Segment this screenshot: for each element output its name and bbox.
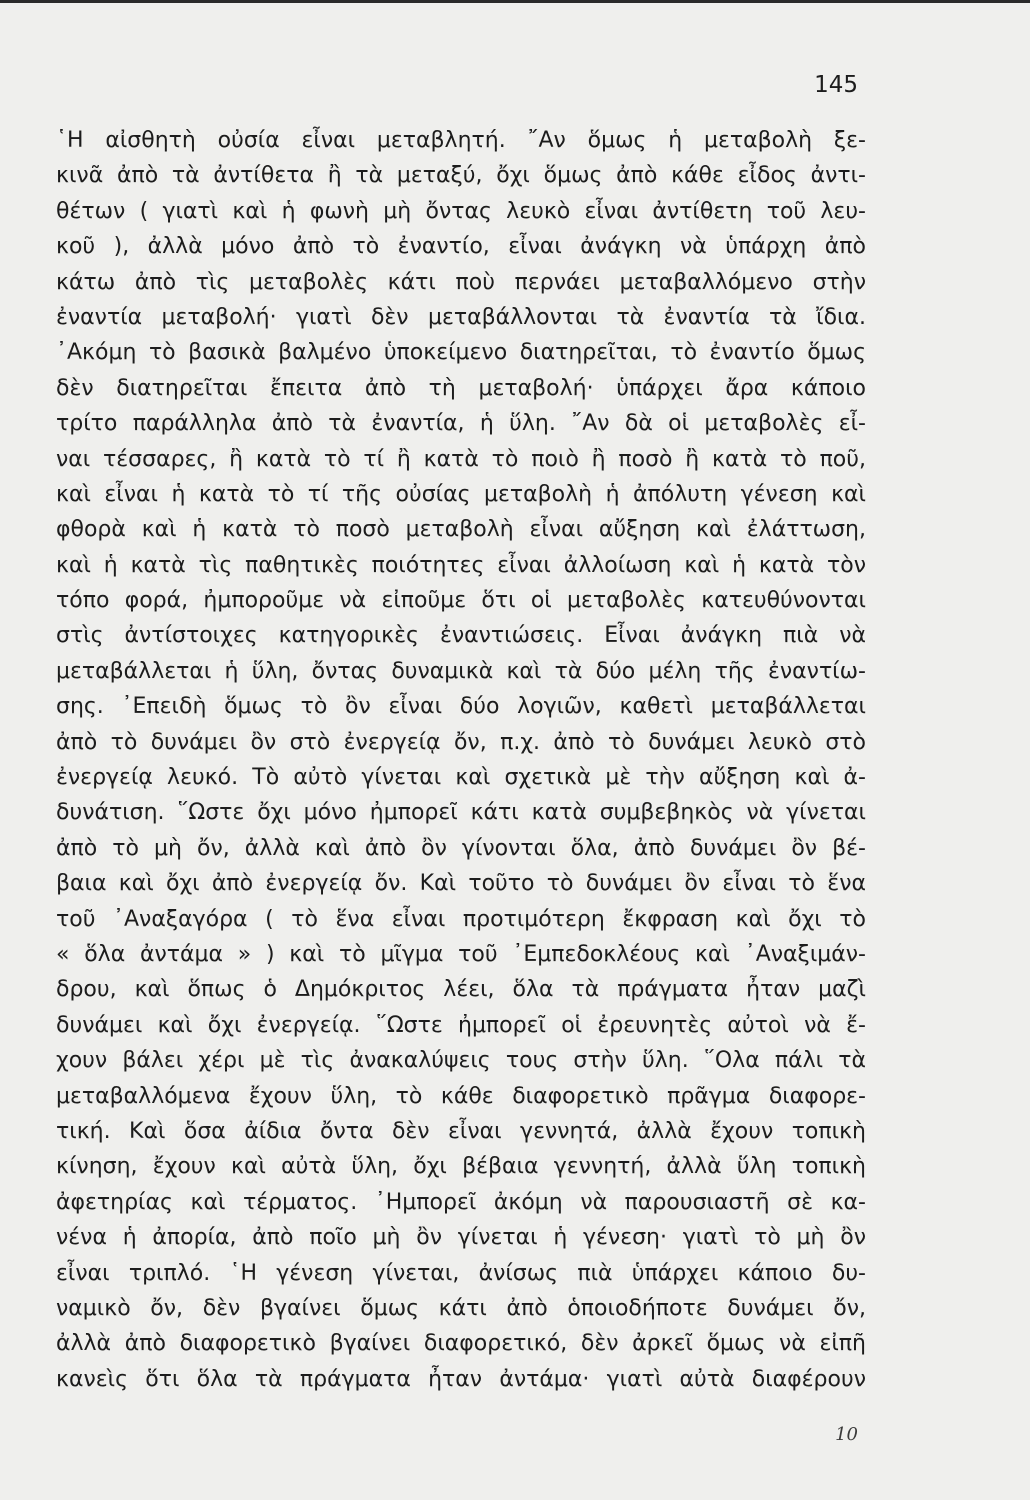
- text-line: « ὅλα ἀντάμα » ) καὶ τὸ μῖγμα τοῦ ᾿Εμπεδοκλέους καὶ ᾿Αναξιμάν-: [56, 941, 866, 967]
- text-line: κίνηση, ἔχουν καὶ αὐτὰ ὕλη, ὄχι βέβαια γεννητή, ἀλλὰ ὕλη τοπικὴ: [56, 1154, 866, 1180]
- text-line: τική. Καὶ ὅσα ἀίδια ὄντα δὲν εἶναι γεννητά, ἀλλὰ ἔχουν τοπικὴ: [56, 1118, 866, 1144]
- signature-mark: 10: [835, 1424, 858, 1445]
- text-line: τοῦ ᾿Αναξαγόρα ( τὸ ἕνα εἶναι προτιμότερη ἔκφραση καὶ ὄχι τὸ: [56, 906, 866, 932]
- text-line: κοῦ ), ἀλλὰ μόνο ἀπὸ τὸ ἐναντίο, εἶναι ἀνάγκη νὰ ὑπάρχη ἀπὸ: [56, 234, 866, 260]
- text-line: εἶναι τριπλό. ῾Η γένεση γίνεται, ἀνίσως πιὰ ὑπάρχει κάποιο δυ-: [56, 1260, 866, 1286]
- text-line: δὲν διατηρεῖται ἔπειτα ἀπὸ τὴ μεταβολή· ὑπάρχει ἄρα κάποιο: [56, 375, 866, 401]
- page-top-edge: [0, 0, 1030, 3]
- text-line: χουν βάλει χέρι μὲ τὶς ἀνακαλύψεις τους στὴν ὕλη. ῞Ολα πάλι τὰ: [56, 1048, 866, 1074]
- text-line: ἀπὸ τὸ μὴ ὄν, ἀλλὰ καὶ ἀπὸ ὂν γίνονται ὅλα, ἀπὸ δυνάμει ὂν βέ-: [56, 835, 866, 861]
- text-line: καὶ ἡ κατὰ τὶς παθητικὲς ποιότητες εἶναι ἀλλοίωση καὶ ἡ κατὰ τὸν: [56, 552, 866, 578]
- text-line: καὶ εἶναι ἡ κατὰ τὸ τί τῆς οὐσίας μεταβολὴ ἡ ἀπόλυτη γένεση καὶ: [56, 481, 866, 507]
- text-line: ἀλλὰ ἀπὸ διαφορετικὸ βγαίνει διαφορετικό, δὲν ἀρκεῖ ὅμως νὰ εἰπῆ: [56, 1331, 866, 1357]
- text-line: ῾Η αἰσθητὴ οὐσία εἶναι μεταβλητή. ῎Αν ὅμως ἡ μεταβολὴ ξε-: [56, 128, 866, 153]
- page-number: 145: [814, 72, 858, 98]
- text-line: μεταβάλλεται ἡ ὕλη, ὄντας δυναμικὰ καὶ τὰ δύο μέλη τῆς ἐναντίω-: [56, 658, 866, 684]
- text-line: δρου, καὶ ὅπως ὁ Δημόκριτος λέει, ὅλα τὰ πράγματα ἦταν μαζὶ: [56, 977, 866, 1003]
- text-line: κινᾶ ἀπὸ τὰ ἀντίθετα ἢ τὰ μεταξύ, ὄχι ὅμως ἀπὸ κάθε εἶδος ἀντι-: [56, 163, 866, 189]
- text-line: δυνάτιση. ῞Ωστε ὄχι μόνο ἠμπορεῖ κάτι κατὰ συμβεβηκὸς νὰ γίνεται: [56, 800, 866, 826]
- text-line: κάτω ἀπὸ τὶς μεταβολὲς κάτι ποὺ περνάει μεταβαλλόμενο στὴν: [56, 269, 866, 295]
- text-line: ᾿Ακόμη τὸ βασικὰ βαλμένο ὑποκείμενο διατηρεῖται, τὸ ἐναντίο ὅμως: [56, 340, 866, 366]
- text-line: φθορὰ καὶ ἡ κατὰ τὸ ποσὸ μεταβολὴ εἶναι αὔξηση καὶ ἐλάττωση,: [56, 517, 866, 543]
- text-line: κανεὶς ὅτι ὅλα τὰ πράγματα ἦταν ἀντάμα· γιατὶ αὐτὰ διαφέρουν: [56, 1366, 866, 1392]
- text-line: δυνάμει καὶ ὄχι ἐνεργείᾳ. ῞Ωστε ἠμπορεῖ οἱ ἐρευνητὲς αὐτοὶ νὰ ἔ-: [56, 1012, 866, 1038]
- body-text: [56, 123, 866, 1397]
- text-line: ναι τέσσαρες, ἢ κατὰ τὸ τί ἢ κατὰ τὸ ποιὸ ἢ ποσὸ ἢ κατὰ τὸ ποῦ,: [56, 446, 866, 472]
- text-line: τόπο φορά, ἠμποροῦμε νὰ εἰποῦμε ὅτι οἱ μεταβολὲς κατευθύνονται: [56, 588, 866, 614]
- text-line: νένα ἡ ἀπορία, ἀπὸ ποῖο μὴ ὂν γίνεται ἡ γένεση· γιατὶ τὸ μὴ ὂν: [56, 1225, 866, 1251]
- text-line: ἀπὸ τὸ δυνάμει ὂν στὸ ἐνεργείᾳ ὄν, π.χ. ἀπὸ τὸ δυνάμει λευκὸ στὸ: [56, 729, 866, 755]
- text-line: ναμικὸ ὄν, δὲν βγαίνει ὅμως κάτι ἀπὸ ὁποιοδήποτε δυνάμει ὄν,: [56, 1295, 866, 1321]
- text-line: μεταβαλλόμενα ἔχουν ὕλη, τὸ κάθε διαφορετικὸ πρᾶγμα διαφορε-: [56, 1083, 866, 1109]
- text-line: θέτων ( γιατὶ καὶ ἡ φωνὴ μὴ ὄντας λευκὸ εἶναι ἀντίθετη τοῦ λευ-: [56, 198, 866, 224]
- text-line: τρίτο παράλληλα ἀπὸ τὰ ἐναντία, ἡ ὕλη. ῎Αν δὰ οἱ μεταβολὲς εἶ-: [56, 411, 866, 437]
- text-line: ἀφετηρίας καὶ τέρματος. ᾿Ημπορεῖ ἀκόμη νὰ παρουσιαστῆ σὲ κα-: [56, 1189, 866, 1215]
- text-line: ἐνεργείᾳ λευκό. Τὸ αὐτὸ γίνεται καὶ σχετικὰ μὲ τὴν αὔξηση καὶ ἀ-: [56, 765, 866, 791]
- text-line: βαια καὶ ὄχι ἀπὸ ἐνεργείᾳ ὄν. Καὶ τοῦτο τὸ δυνάμει ὂν εἶναι τὸ ἕνα: [56, 871, 866, 897]
- text-line: ἐναντία μεταβολή· γιατὶ δὲν μεταβάλλονται τὰ ἐναντία τὰ ἴδια.: [56, 304, 866, 330]
- text-line: στὶς ἀντίστοιχες κατηγορικὲς ἐναντιώσεις. Εἶναι ἀνάγκη πιὰ νὰ: [56, 623, 866, 649]
- text-line: σης. ᾿Επειδὴ ὅμως τὸ ὂν εἶναι δύο λογιῶν, καθετὶ μεταβάλλεται: [56, 694, 866, 720]
